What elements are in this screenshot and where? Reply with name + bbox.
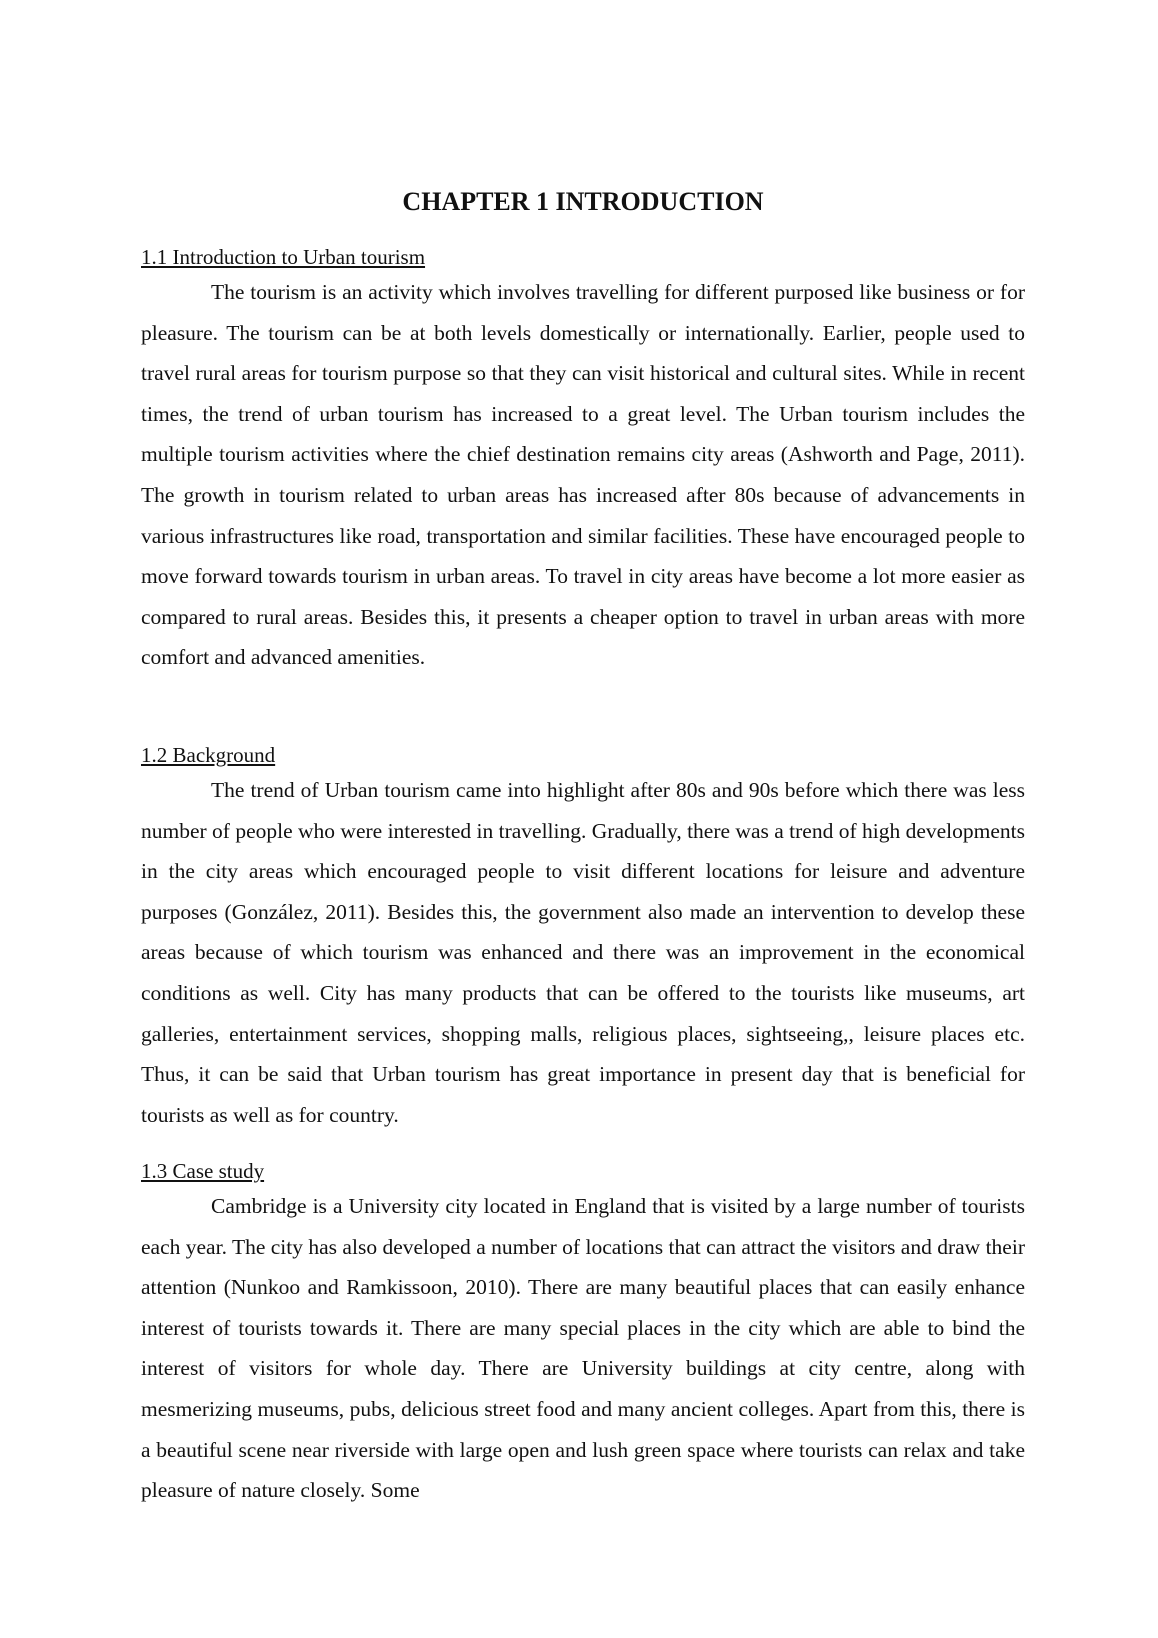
section-paragraph: The trend of Urban tourism came into highlight after 80s and 90s before which there was less number of people who were interested in travelling. Gradually, there was a trend of high developments in the city areas which encouraged people to visit different locations for leisure and adventure purposes (González, 2011). Besides this, the government also made an intervention to develop these areas because of which tourism was enhanced and there was an improvement in the economical conditions as well. City has many products that can be offered to the tourists like museums, art galleries, entertainment services, shopping malls, religious places, sightseeing,, leisure places etc. Thus, it can be said that Urban tourism has great importance in present day that is beneficial for tourists as well as for country. [141,778,1025,1127]
chapter-title: CHAPTER 1 INTRODUCTION [402,187,764,216]
section-case-study [141,1156,1025,1511]
section-paragraph: Cambridge is a University city located in England that is visited by a large number of tourists each year. The city has also developed a number of locations that can attract the visitors and draw their attention (Nunkoo and Ramkissoon, 2010). There are many beautiful places that can easily enhance interest of tourists towards it. There are many special places in the city which are able to bind the interest of visitors for whole day. There are University buildings at city centre, along with mesmerizing museums, pubs, delicious street food and many ancient colleges. Apart from this, there is a beautiful scene near riverside with large open and lush green space where tourists can relax and take pleasure of nature closely. Some [141,1194,1025,1503]
section-heading: 1.3 Case study [141,1159,265,1183]
section-heading: 1.2 Background [141,743,276,767]
section-heading: 1.1 Introduction to Urban tourism [141,245,426,269]
section-paragraph: The tourism is an activity which involves travelling for different purposed like business or for pleasure. The tourism can be at both levels domestically or internationally. Earlier, people used to travel rural areas for tourism purpose so that they can visit historical and cultural sites. While in recent times, the trend of urban tourism has increased to a great level. The Urban tourism includes the multiple tourism activities where the chief destination remains city areas (Ashworth and Page, 2011). The growth in tourism related to urban areas has increased after 80s because of advancements in various infrastructures like road, transportation and similar facilities. These have encouraged people to move forward towards tourism in urban areas. To travel in city areas have become a lot more easier as compared to rural areas. Besides this, it presents a cheaper option to travel in urban areas with more comfort and advanced amenities. [141,280,1025,670]
section-background [141,740,1025,1135]
section-introduction [141,242,1025,678]
